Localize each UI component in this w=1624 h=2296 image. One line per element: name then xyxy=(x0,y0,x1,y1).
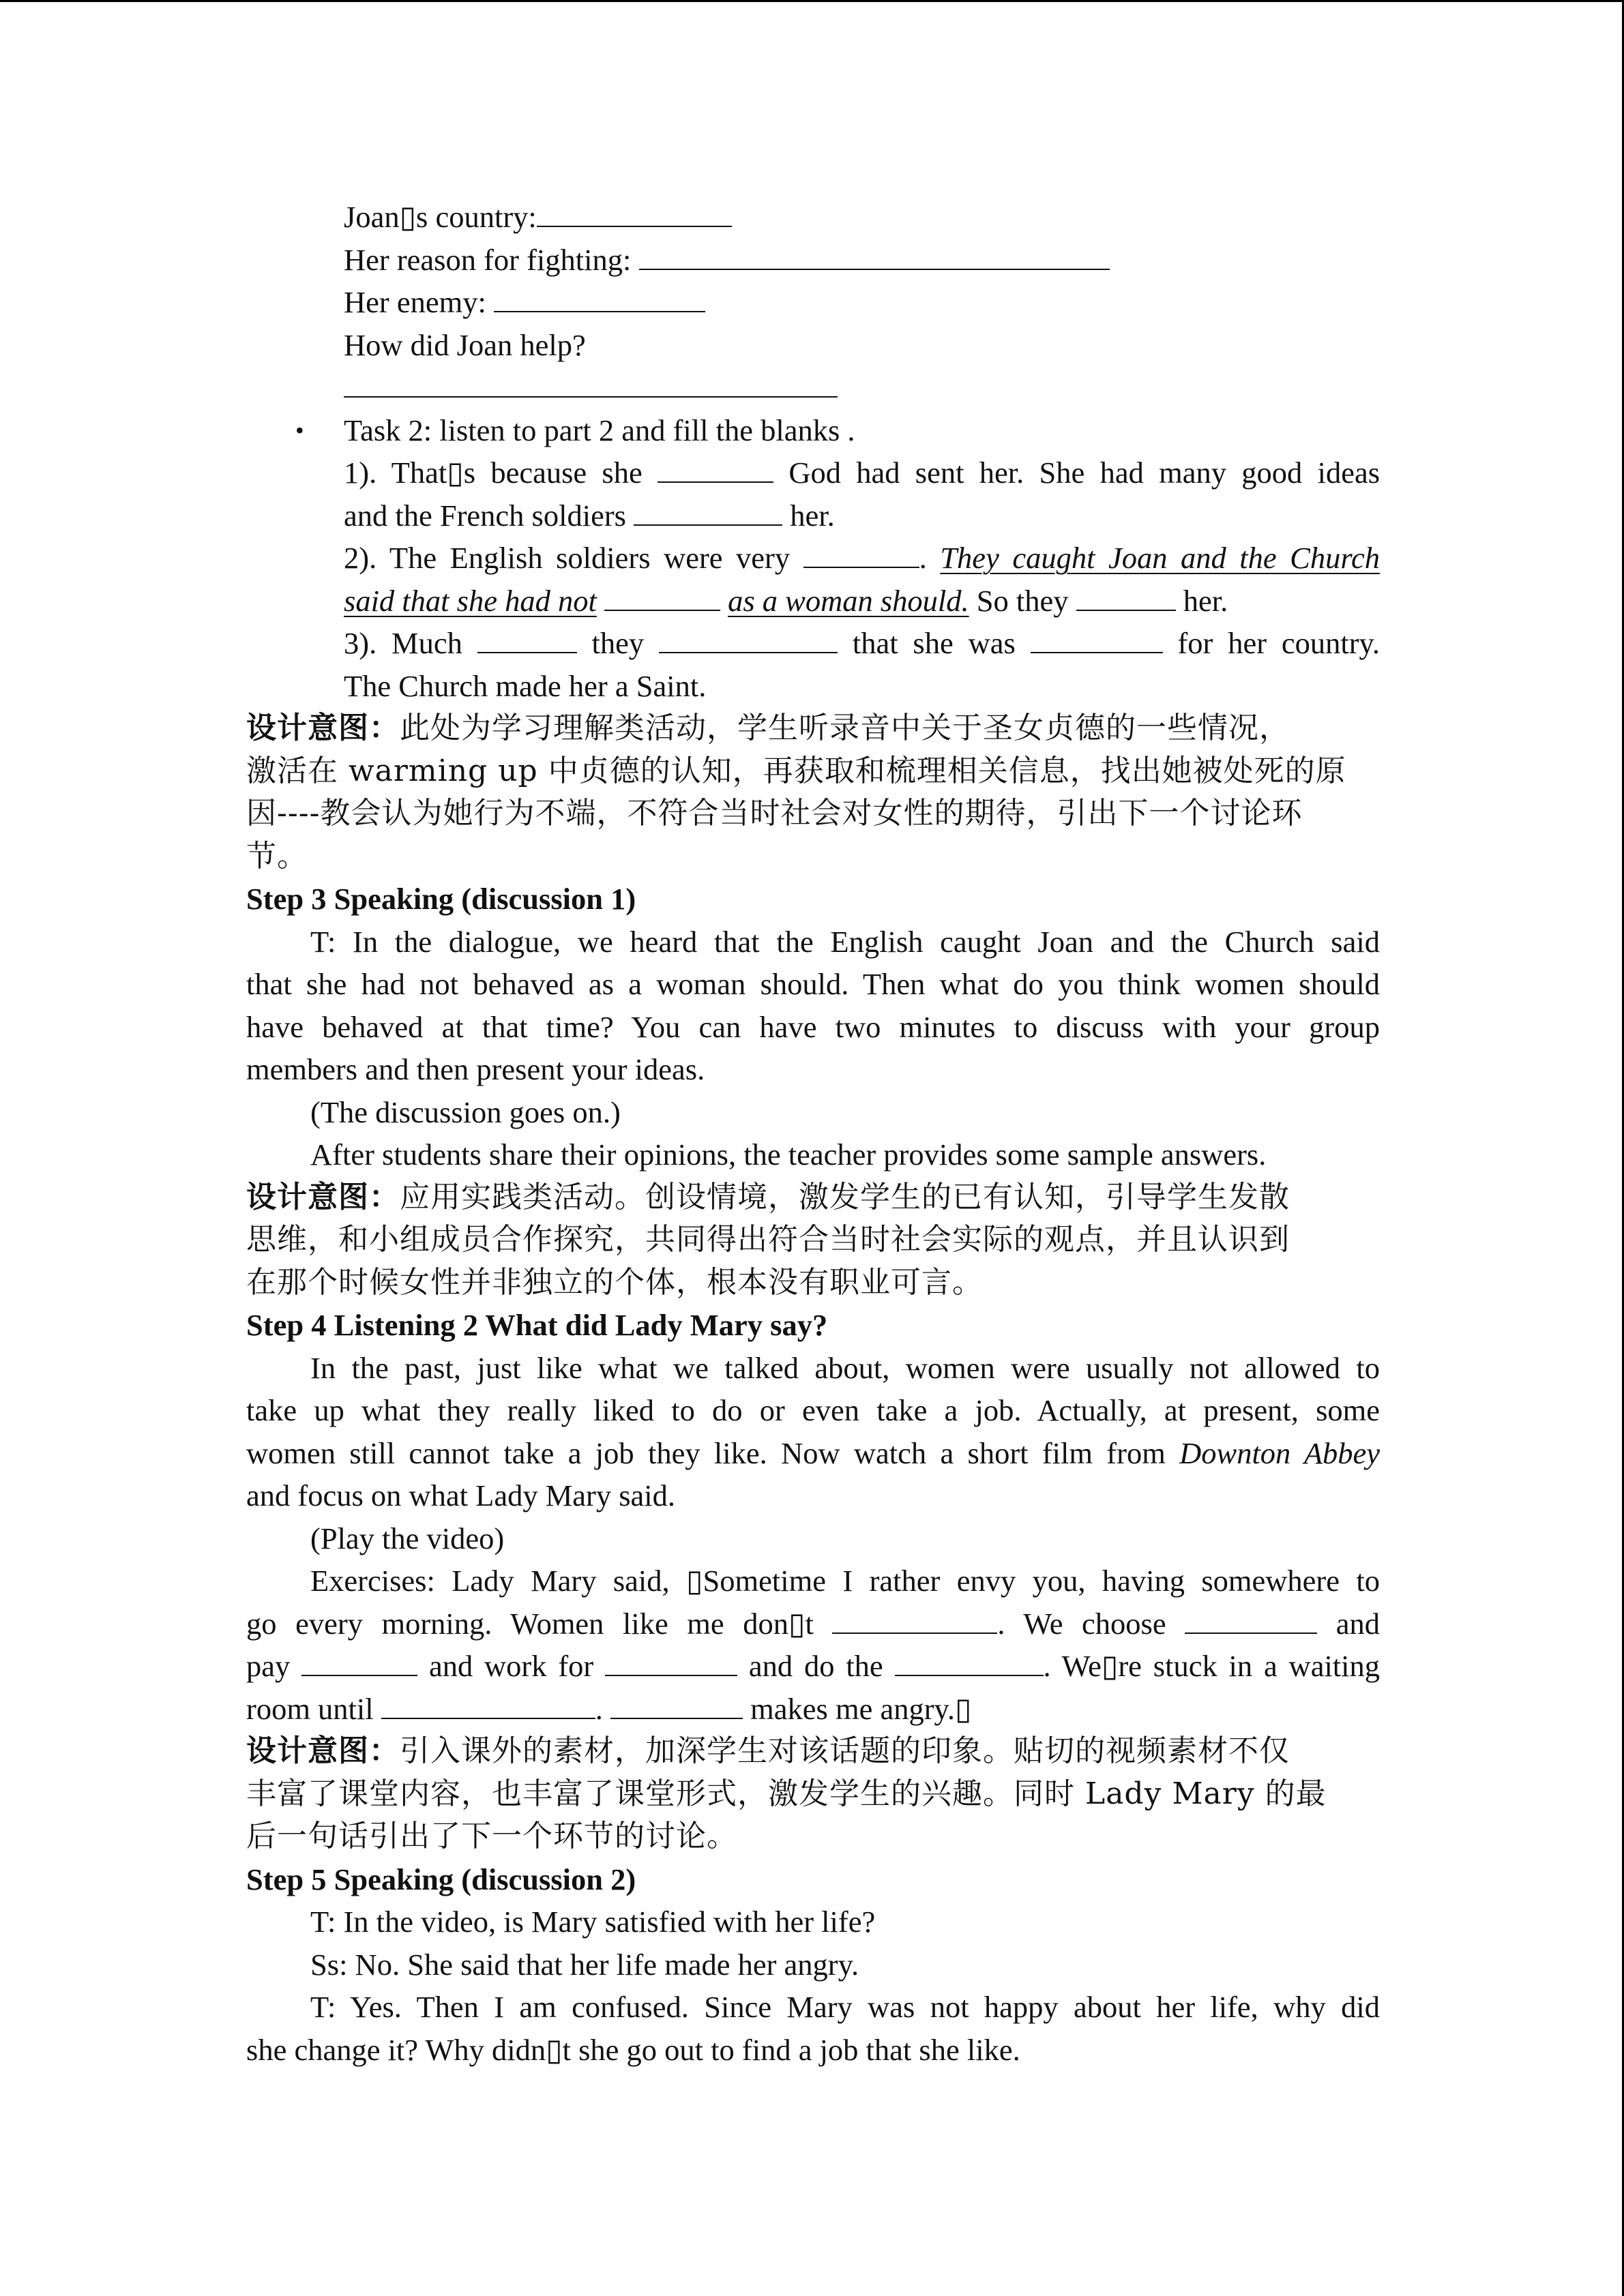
step3-p1-line4: members and then present your ideas. xyxy=(246,1052,705,1086)
design-intent-1-line2: 激活在 warming up 中贞德的认知，再获取和梳理相关信息，找出她被处死的原 xyxy=(246,753,1346,788)
blank xyxy=(639,245,1110,270)
step4-heading: Step 4 Listening 2 What did Lady Mary say? xyxy=(246,1308,828,1342)
step5-heading: Step 5 Speaking (discussion 2) xyxy=(246,1862,636,1896)
step4-p1-line2: take up what they really liked to do or even take a job. Actually, at present, some xyxy=(246,1393,1380,1427)
task1-reason: Her reason for fighting: xyxy=(246,239,1380,282)
blank xyxy=(610,1695,743,1719)
design-intent-1-line4: 节。 xyxy=(246,838,308,874)
design-intent-3-line3: 后一句话引出了下一个环节的讨论。 xyxy=(246,1819,737,1853)
step4-ex-line2: go every morning. Women like me don▯t . We choose and xyxy=(246,1606,1381,1641)
blank xyxy=(895,1652,1044,1676)
task2-s3-line1: 3). Much they that she was for her country. xyxy=(344,626,1381,660)
step3-p2: (The discussion goes on.) xyxy=(310,1094,621,1129)
task2-s1-line1: 1). That▯s because she God had sent her. She had many good ideas xyxy=(344,456,1381,490)
step5-line2: Ss: No. She said that her life made her angry. xyxy=(310,1947,859,1982)
task2-s2-line2: said that she had not as a woman should. So they her. xyxy=(344,583,1228,618)
step5-line3: T: Yes. Then I am confused. Since Mary was not happy about her life, why did xyxy=(310,1990,1380,2024)
task1-country: Joan▯s country: xyxy=(246,196,1380,239)
design-intent-2-line3: 在那个时候女性并非独立的个体，根本没有职业可言。 xyxy=(246,1264,983,1300)
step4-p2: (Play the video) xyxy=(310,1521,505,1555)
blank xyxy=(537,203,732,227)
step4-ex-line1: Exercises: Lady Mary said, ▯Sometime I rather envy you, having somewhere to xyxy=(310,1564,1380,1598)
design-intent-2: 设计意图：应用实践类活动。创设情境，激发学生的已有认知，引导学生发散 xyxy=(246,1179,1290,1214)
step4-ex-line4: room until . makes me angry.▯ xyxy=(246,1691,972,1726)
blank xyxy=(832,1609,997,1634)
step4-p1-line3: women still cannot take a job they like. Now watch a short film from Downton Abbey xyxy=(246,1435,1380,1470)
step3-p3: After students share their opinions, the teacher provides some sample answers. xyxy=(310,1137,1267,1172)
task2-s2-line1: 2). The English soldiers were very . They caught Joan and the Church xyxy=(344,541,1381,575)
blank xyxy=(604,586,720,611)
task2-s3-line2: The Church made her a Saint. xyxy=(344,668,707,703)
step4-p1-line4: and focus on what Lady Mary said. xyxy=(246,1478,676,1512)
task2-s1-line2: and the French soldiers her. xyxy=(344,498,835,533)
step5-line4: she change it? Why didn▯t she go out to find a job that she like. xyxy=(246,2032,1020,2067)
step3-p1-line2: that she had not behaved as a woman should. Then what do you think women should xyxy=(246,967,1380,1001)
task1-enemy: Her enemy: xyxy=(246,281,1380,324)
blank xyxy=(301,1652,417,1676)
blank xyxy=(477,629,577,653)
page-top-border xyxy=(0,0,1624,2)
task2-title: • Task 2: listen to part 2 and fill the blanks . xyxy=(246,409,1380,452)
blank xyxy=(803,543,919,568)
blank xyxy=(1031,629,1163,653)
task1-help: How did Joan help? xyxy=(344,327,586,362)
design-intent-1: 设计意图：此处为学习理解类活动，学生听录音中关于圣女贞德的一些情况， xyxy=(246,711,1290,745)
blank xyxy=(658,458,773,483)
blank xyxy=(634,501,782,526)
step3-p1-line3: have behaved at that time? You can have two minutes to discuss with your group xyxy=(246,1009,1380,1044)
design-intent-1-line3: 因----教会认为她行为不端，不符合当时社会对女性的期待，引出下一个讨论环 xyxy=(246,796,1303,831)
blank xyxy=(605,1652,737,1676)
step4-p1-line1: In the past, just like what we talked about, women were usually not allowed to xyxy=(310,1350,1380,1385)
blank xyxy=(659,629,838,653)
design-intent-3-line2: 丰富了课堂内容，也丰富了课堂形式，激发学生的兴趣。同时 Lady Mary 的最 xyxy=(246,1776,1327,1811)
step5-line1: T: In the video, is Mary satisfied with her life? xyxy=(310,1905,876,1939)
blank xyxy=(344,373,838,398)
blank xyxy=(1185,1609,1317,1634)
step4-ex-line3: pay and work for and do the . We▯re stuck in a waiting xyxy=(246,1649,1381,1683)
blank xyxy=(1076,586,1176,611)
bullet-icon: • xyxy=(295,416,304,444)
document-body xyxy=(246,196,1380,2071)
task1-help-answer xyxy=(246,366,1380,409)
blank xyxy=(494,288,705,312)
design-intent-2-line2: 思维，和小组成员合作探究，共同得出符合当时社会实际的观点，并且认识到 xyxy=(246,1222,1290,1257)
step3-p1-line1: T: In the dialogue, we heard that the English caught Joan and the Church said xyxy=(310,924,1380,959)
design-intent-3: 设计意图：引入课外的素材，加深学生对该话题的印象。贴切的视频素材不仅 xyxy=(246,1733,1290,1768)
blank xyxy=(381,1695,595,1719)
step3-heading: Step 3 Speaking (discussion 1) xyxy=(246,882,636,916)
